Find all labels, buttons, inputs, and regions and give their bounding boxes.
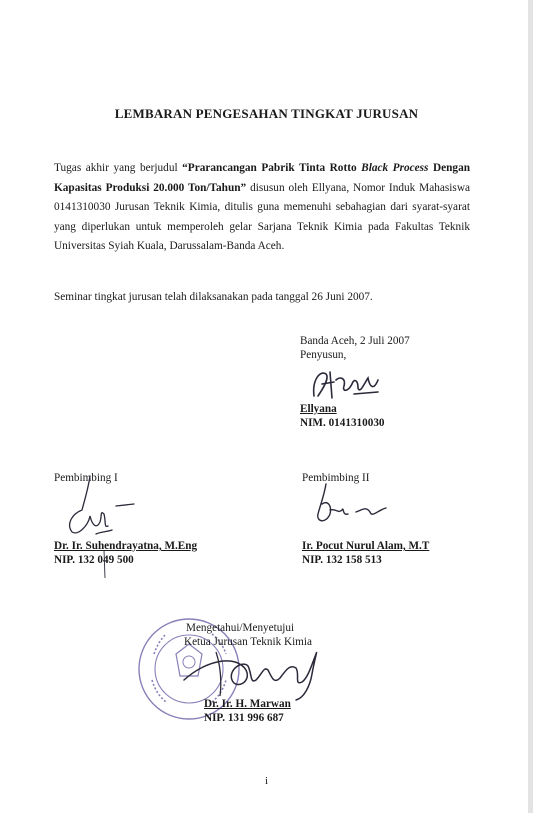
approval-line2: Ketua Jurusan Teknik Kimia	[184, 636, 312, 648]
page-number: i	[264, 775, 269, 787]
para-thesis-title-c: Dengan Kapasitas Produksi 20.000 Ton/Tahun”	[54, 162, 471, 194]
approval-line1: Mengetahui/Menyetujui	[186, 622, 295, 634]
author-signature	[308, 366, 388, 404]
approval-name-block	[204, 697, 291, 725]
advisor1-role: Pembimbing I	[54, 472, 118, 484]
approval-nip: NIP. 131 996 687	[204, 712, 284, 724]
author-name: Ellyana	[300, 403, 337, 415]
para-thesis-title-b: Black Process	[361, 162, 429, 174]
advisor1-name: Dr. Ir. Suhendrayatna, M.Eng	[54, 540, 198, 552]
advisor2-name: Ir. Pocut Nurul Alam, M.T	[302, 540, 430, 552]
page-title: LEMBARAN PENGESAHAN TINGKAT JURUSAN	[114, 106, 419, 121]
advisor2-name-block	[302, 539, 429, 567]
seminar-note: Seminar tingkat jurusan telah dilaksanakan pada tanggal 26 Juni 2007.	[54, 291, 373, 303]
advisor2-role: Pembimbing II	[302, 472, 370, 484]
advisor1-nip: NIP. 132 049 500	[54, 554, 134, 566]
para-thesis-title-a: “Prarancangan Pabrik Tinta Rotto	[182, 162, 362, 174]
advisor1-name-block	[54, 539, 197, 567]
author-name-block	[300, 402, 385, 430]
approval-paragraph	[54, 159, 470, 257]
advisor2-signature	[308, 480, 398, 530]
author-block	[300, 334, 410, 362]
author-nim: NIM. 0141310030	[300, 417, 385, 429]
para-intro: Tugas akhir yang berjudul	[54, 162, 183, 174]
approval-name: Dr. Ir. H. Marwan	[204, 698, 291, 710]
para-rest: disusun oleh Ellyana, Nomor Induk Mahasiswa 0141310030 Jurusan Teknik Kimia, ditulis guna memenuhi sebahagian dari syarat-syarat yang diperlukan untuk memperoleh gelar Sarjana Teknik Kimia pada Fakultas Teknik Universitas Syiah Kuala, Darussalam-Banda Aceh.	[54, 181, 470, 253]
advisor2-nip: NIP. 132 158 513	[302, 554, 382, 566]
author-place-date: Banda Aceh, 2 Juli 2007	[300, 335, 410, 347]
author-role: Penyusun,	[300, 349, 347, 361]
